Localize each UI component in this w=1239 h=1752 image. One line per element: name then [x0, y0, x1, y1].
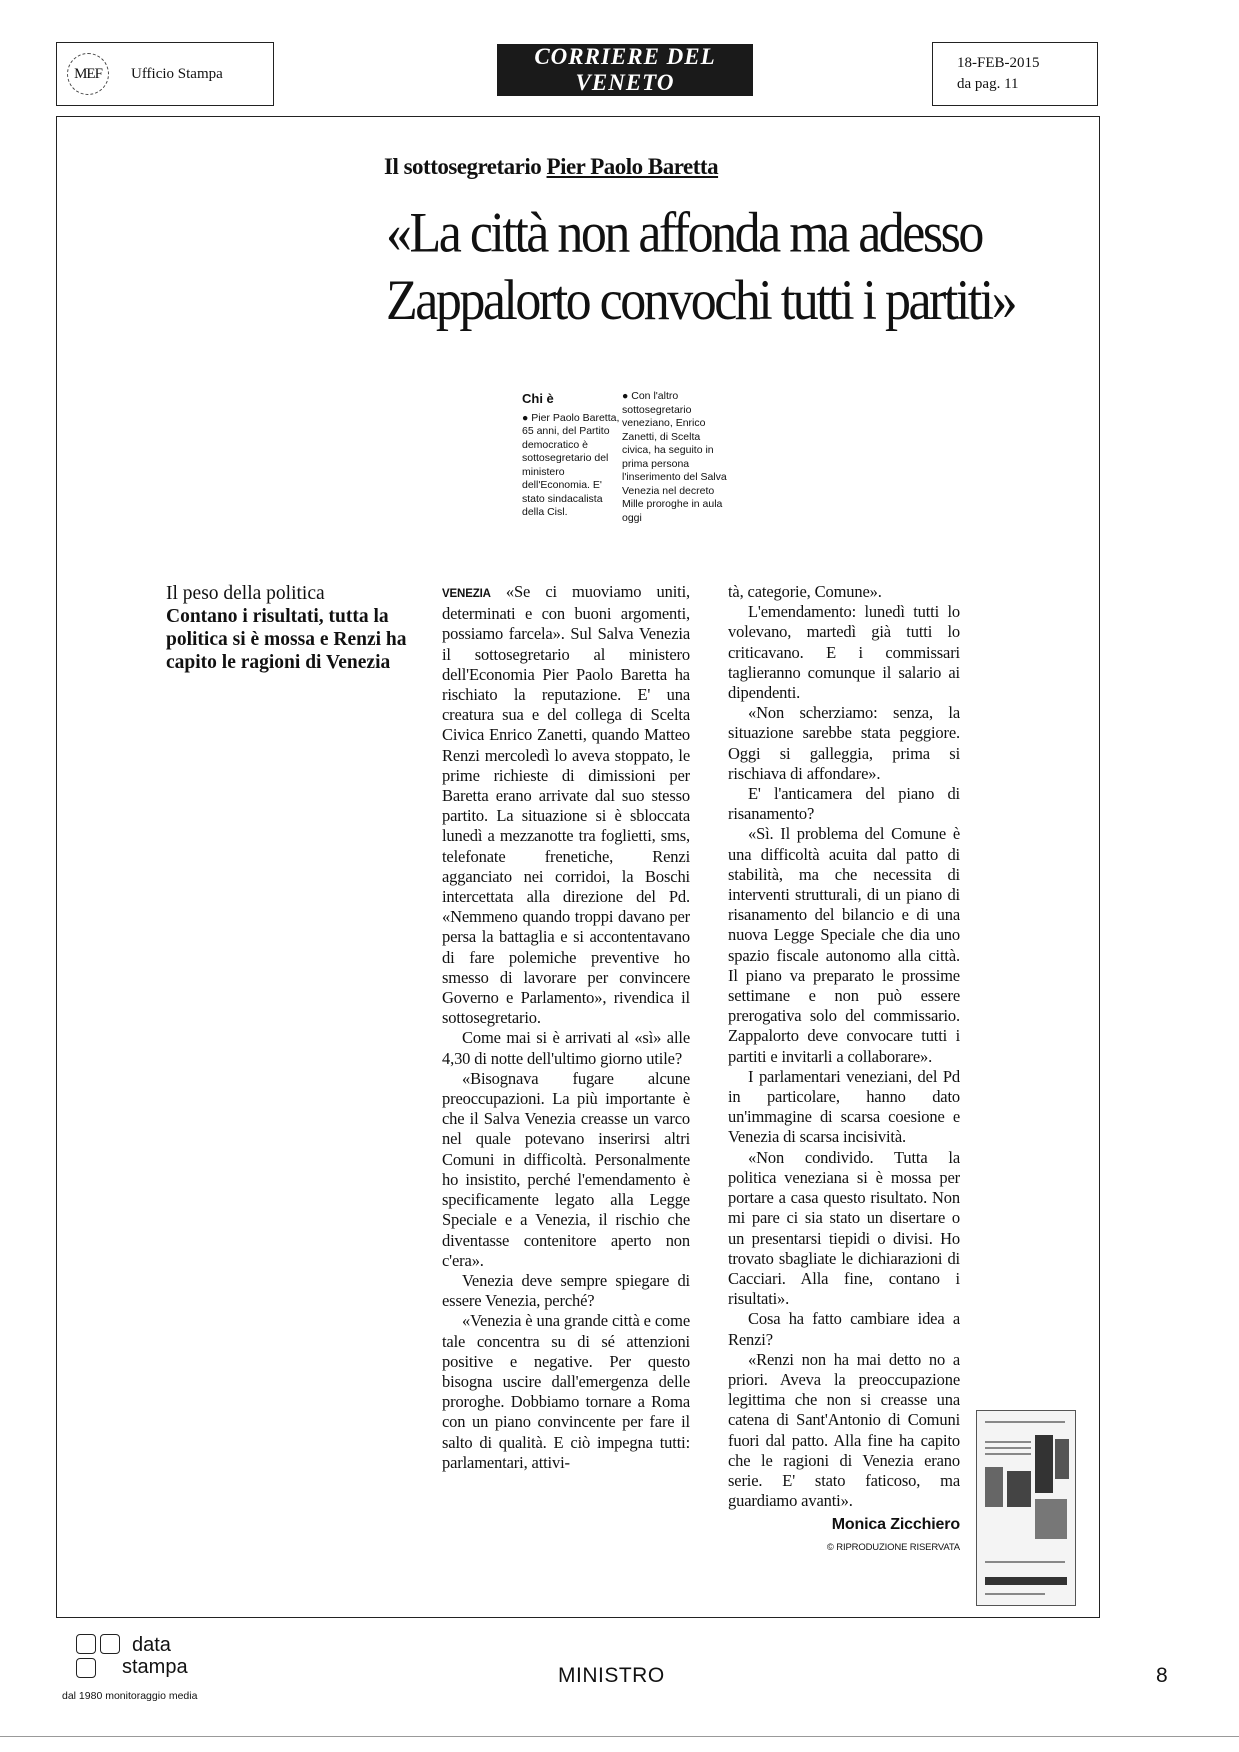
chi-e-box-col1: [522, 392, 620, 520]
answer: «Renzi non ha mai detto no a priori. Aveva la preoccupazione legittima che non si creasse una catena di Sant'Antonio di Comuni fuori dal patto. Alla fine ha capito che le ragioni di Venezia erano serie. E' stato faticoso, ma guardiamo avanti».: [728, 1349, 960, 1511]
paragraph: tà, categorie, Comune».: [728, 582, 882, 601]
paragraph-text: «Se ci muoviamo uniti, determinati e con buoni argomenti, possiamo farcela». Sul Salva Venezia il sottosegretario al ministero dell'Economia Pier Paolo Baretta ha rischiato la reputazione. E' una creatura sua e del collega di Scelta Civica Enrico Zanetti, quando Matteo Renzi mercoledì lo aveva stoppato, le prime richieste di dimissioni per Baretta erano arrivate dal suo stesso partito. La situazione si è sbloccata lunedì a mezzanotte tra foglietti, sms, telefonate frenetiche, Renzi agganciato nei corridoi, la Boschi intercettata alla direzione del Pd. «Nemmeno quando troppi davano per persa la battaglia e si accontentavano di fare polemiche preventive ho smesso di lavorare per convincere Governo e Parlamento», rivendica il sottosegretario.: [442, 582, 690, 1028]
datastampa-logo-square: [100, 1634, 120, 1654]
mef-logo-text: MEF: [74, 65, 102, 82]
answer: «Sì. Il problema del Comune è una difficoltà acuita dal patto di stabilità, ma che necessita di interventi strutturali, di un piano di risanamento del bilancio e di una nuova Legge Speciale che dia uno spazio fiscale autonomo alla città. Il piano va preparato le prossime settimane e non può essere prerogativa solo del commissario. Zappalorto deve convocare tutti i partiti e invitarli a collaborare».: [728, 824, 960, 1066]
page-thumbnail: [976, 1410, 1076, 1606]
datastampa-logo-square: [76, 1658, 96, 1678]
page-reference: da pag. 11: [957, 76, 1019, 92]
datastampa-tagline: dal 1980 monitoraggio media: [62, 1690, 198, 1702]
mef-logo: [67, 53, 109, 95]
answer: «Venezia è una grande città e come tale concentra su di sé attenzioni positive e negative. Per questo bisogna uscire dall'emergenza delle proroghe. Dobbiamo tornare a Roma con un piano convincente per fare il salto di qualità. E ciò impegna tutti: parlamentari, attivi-: [442, 1311, 690, 1472]
rights-notice: © RIPRODUZIONE RISERVATA: [826, 1541, 960, 1553]
thumb-line: [985, 1593, 1045, 1595]
footer-page-number: 8: [1156, 1664, 1168, 1687]
question: Cosa ha fatto cambiare idea a Renzi?: [728, 1309, 960, 1349]
bottom-rule: [0, 1736, 1239, 1737]
thumb-block: [1035, 1499, 1067, 1539]
thumb-line: [985, 1441, 1031, 1443]
chi-e-title: Chi è: [522, 391, 554, 406]
chi-e-box-col2: [622, 390, 732, 525]
thumb-line: [985, 1421, 1065, 1423]
thumb-line: [985, 1453, 1031, 1455]
side-quote: [166, 582, 414, 674]
question: Come mai si è arrivati al «sì» alle 4,30 di notte dell'ultimo giorno utile?: [442, 1028, 690, 1068]
office-label: Ufficio Stampa: [131, 65, 223, 82]
datastampa-logo-line1: data: [132, 1634, 171, 1656]
datastampa-logo-line2: stampa: [122, 1656, 188, 1678]
answer: «Non scherziamo: senza, la situazione sarebbe stata peggiore. Oggi si galleggia, prima si rischiava di affondare».: [728, 703, 960, 783]
thumb-block: [985, 1577, 1067, 1585]
kicker-name: Pier Paolo Baretta: [546, 154, 719, 179]
question: Venezia deve sempre spiegare di essere Venezia, perché?: [442, 1270, 690, 1311]
thumb-block: [985, 1467, 1003, 1507]
kicker: [384, 154, 718, 180]
thumb-line: [985, 1561, 1065, 1563]
dateline: VENEZIA: [442, 588, 491, 600]
answer: «Non condivido. Tutta la politica veneziana si è mossa per portare a casa questo risultato. Non mi pare ci sia stato un disertare o un presentarsi tiepidi o divisi. Ho trovato sbagliate le dichiarazioni di Cacciari. Alla fine, contano i risultati».: [728, 1147, 960, 1309]
datastampa-logo-square: [76, 1634, 96, 1654]
thumb-photo: [1055, 1439, 1069, 1479]
footer-category: MINISTRO: [558, 1664, 665, 1687]
question: E' l'anticamera del piano di risanamento?: [728, 784, 960, 824]
thumb-block: [1035, 1435, 1053, 1493]
chi-e-text-1: ● Pier Paolo Baretta, 65 anni, del Partito democratico è sottosegretario del ministero dell'Economia. E' stato sindacalista della Cisl.: [522, 411, 620, 518]
thumb-line: [985, 1447, 1031, 1449]
publication-date: 18-FEB-2015: [957, 55, 1040, 71]
header-right-box: [932, 42, 1098, 106]
paragraph: [442, 582, 690, 1028]
side-quote-body: Contano i risultati, tutta la politica si è mossa e Renzi ha capito le ragioni di Venezia: [166, 606, 407, 673]
side-quote-title: Il peso della politica: [166, 583, 325, 604]
answer: «Bisognava fugare alcune preoccupazioni. La più importante è che il Salva Venezia creasse un varco nel quale potevano inserirsi altri Comuni in difficoltà. Personalmente ho insistito, perché l'emendamento è specificamente legato alla Legge Speciale e a Venezia, il rischio che diventasse contenitore aperto non c'era».: [442, 1068, 690, 1270]
chi-e-text-2: ● Con l'altro sottosegretario veneziano, Enrico Zanetti, di Scelta civica, ha seguito in prima persona l'inserimento del Salva Venezia nel decreto Mille proroghe in aula oggi: [622, 390, 727, 524]
article-column-1: [442, 582, 690, 1473]
header-left-box: [56, 42, 274, 106]
article-column-2: [728, 582, 960, 1558]
thumb-block: [1007, 1471, 1031, 1507]
masthead: [497, 44, 753, 120]
question: I parlamentari veneziani, del Pd in particolare, hanno dato un'immagine di scarsa coesione e Venezia di scarsa incisività.: [728, 1066, 960, 1147]
question: L'emendamento: lunedì tutti lo volevano, martedì già tutti lo criticavano. E i commissari taglieranno comunque il salario ai dipendenti.: [728, 602, 960, 703]
byline: Monica Zicchiero: [831, 1516, 960, 1534]
masthead-title: CORRIERE DEL VENETO: [534, 44, 716, 95]
headline: «La città non affonda ma adesso Zappalorto convochi tutti i partiti»: [386, 202, 1016, 332]
kicker-prefix: Il sottosegretario: [384, 154, 542, 179]
masthead-edition: VENEZIA E MESTRE: [527, 96, 723, 120]
